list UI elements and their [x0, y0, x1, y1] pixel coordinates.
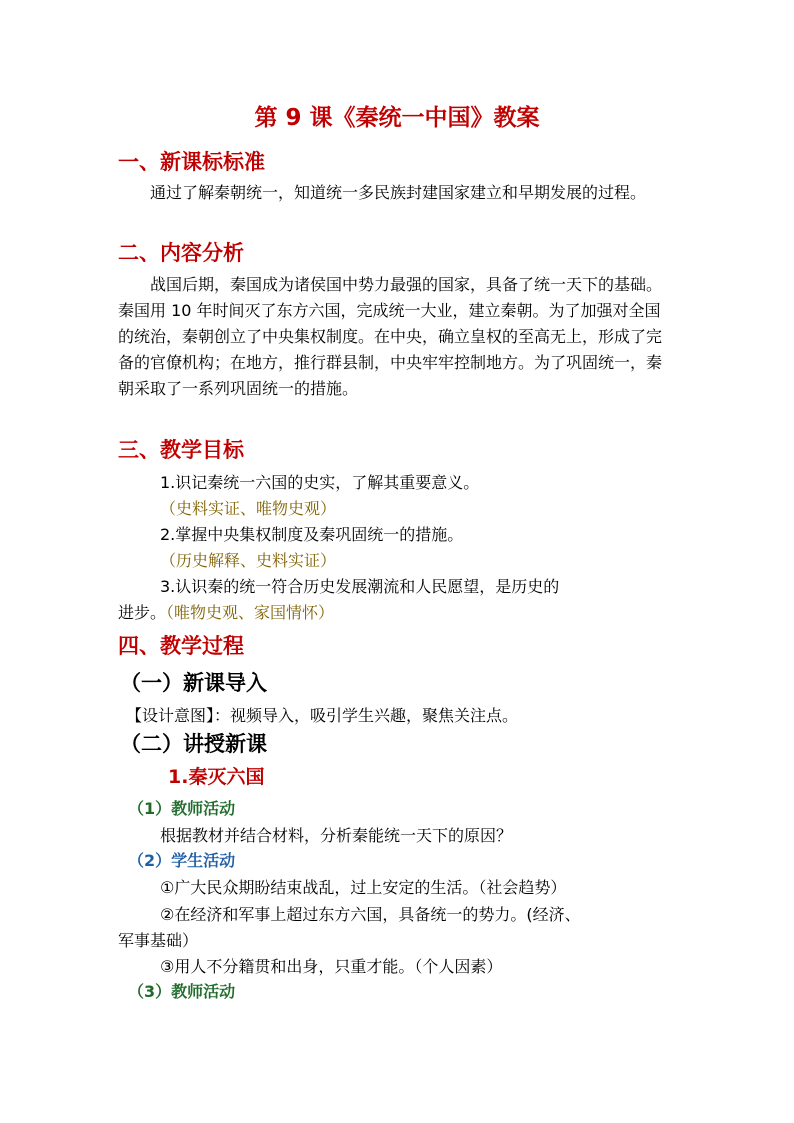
design-intent: 【设计意图】：视频导入，吸引学生兴趣，聚焦关注点。	[126, 706, 519, 725]
answer-1: ①广大民众期盼结束战乱，过上安定的生活。（社会趋势）	[160, 878, 567, 897]
answer-2-line-2: 军事基础）	[118, 931, 199, 950]
goal-3-end: 进步。	[118, 603, 167, 622]
section-heading-standard: 一、新课标标准	[118, 150, 265, 174]
goal-3-note: （唯物史观、家国情怀）	[166, 603, 335, 622]
section-heading-content-analysis: 二、内容分析	[118, 241, 244, 265]
subsection-teaching: （二）讲授新课	[120, 732, 267, 756]
goal-2: 2.掌握中央集权制度及秦巩固统一的措施。	[160, 525, 464, 544]
answer-3: ③用人不分籍贯和出身，只重才能。（个人因素）	[160, 957, 503, 976]
topic-qin-conquers-six: 1.秦灭六国	[168, 766, 265, 788]
goal-1-note: （史料实证、唯物史观）	[160, 499, 337, 518]
teacher-activity-1-text: 根据教材并结合材料，分析秦能统一天下的原因？	[160, 826, 513, 845]
subsection-intro: （一）新课导入	[120, 671, 267, 695]
goal-3-line-1: 3.认识秦的统一符合历史发展潮流和人民愿望，是历史的	[160, 577, 560, 596]
goal-1: 1.识记秦统一六国的史实，了解其重要意义。	[160, 473, 480, 492]
page-title: 第 9 课《秦统一中国》教案	[254, 105, 540, 131]
goal-2-note: （历史解释、史料实证）	[160, 551, 337, 570]
standard-text: 通过了解秦朝统一，知道统一多民族封建国家建立和早期发展的过程。	[150, 183, 647, 202]
section-heading-goals: 三、教学目标	[118, 438, 244, 462]
section-heading-process: 四、教学过程	[118, 634, 244, 658]
student-activity-2: （2）学生活动	[128, 851, 236, 870]
answer-2-line-1: ②在经济和军事上超过东方六国，具备统一的势力。(经济、	[160, 905, 581, 924]
teacher-activity-1: （1）教师活动	[128, 799, 236, 818]
content-analysis-text: 战国后期，秦国成为诸侯国中势力最强的国家，具备了统一天下的基础。秦国用 10 年时间灭了东方六国，完成统一大业，建立秦朝。为了加强对全国的统治，秦朝创立了中央集权制度。在中央，确立皇权的至高无上，形成了完备的官僚机构；在地方，推行群县制，中央牢牢控制地方。为了巩固统一，秦朝采取了一系列巩固统一的措施。	[118, 275, 663, 398]
goal-3-line-2	[118, 600, 678, 626]
teacher-activity-3: （3）教师活动	[128, 982, 236, 1001]
